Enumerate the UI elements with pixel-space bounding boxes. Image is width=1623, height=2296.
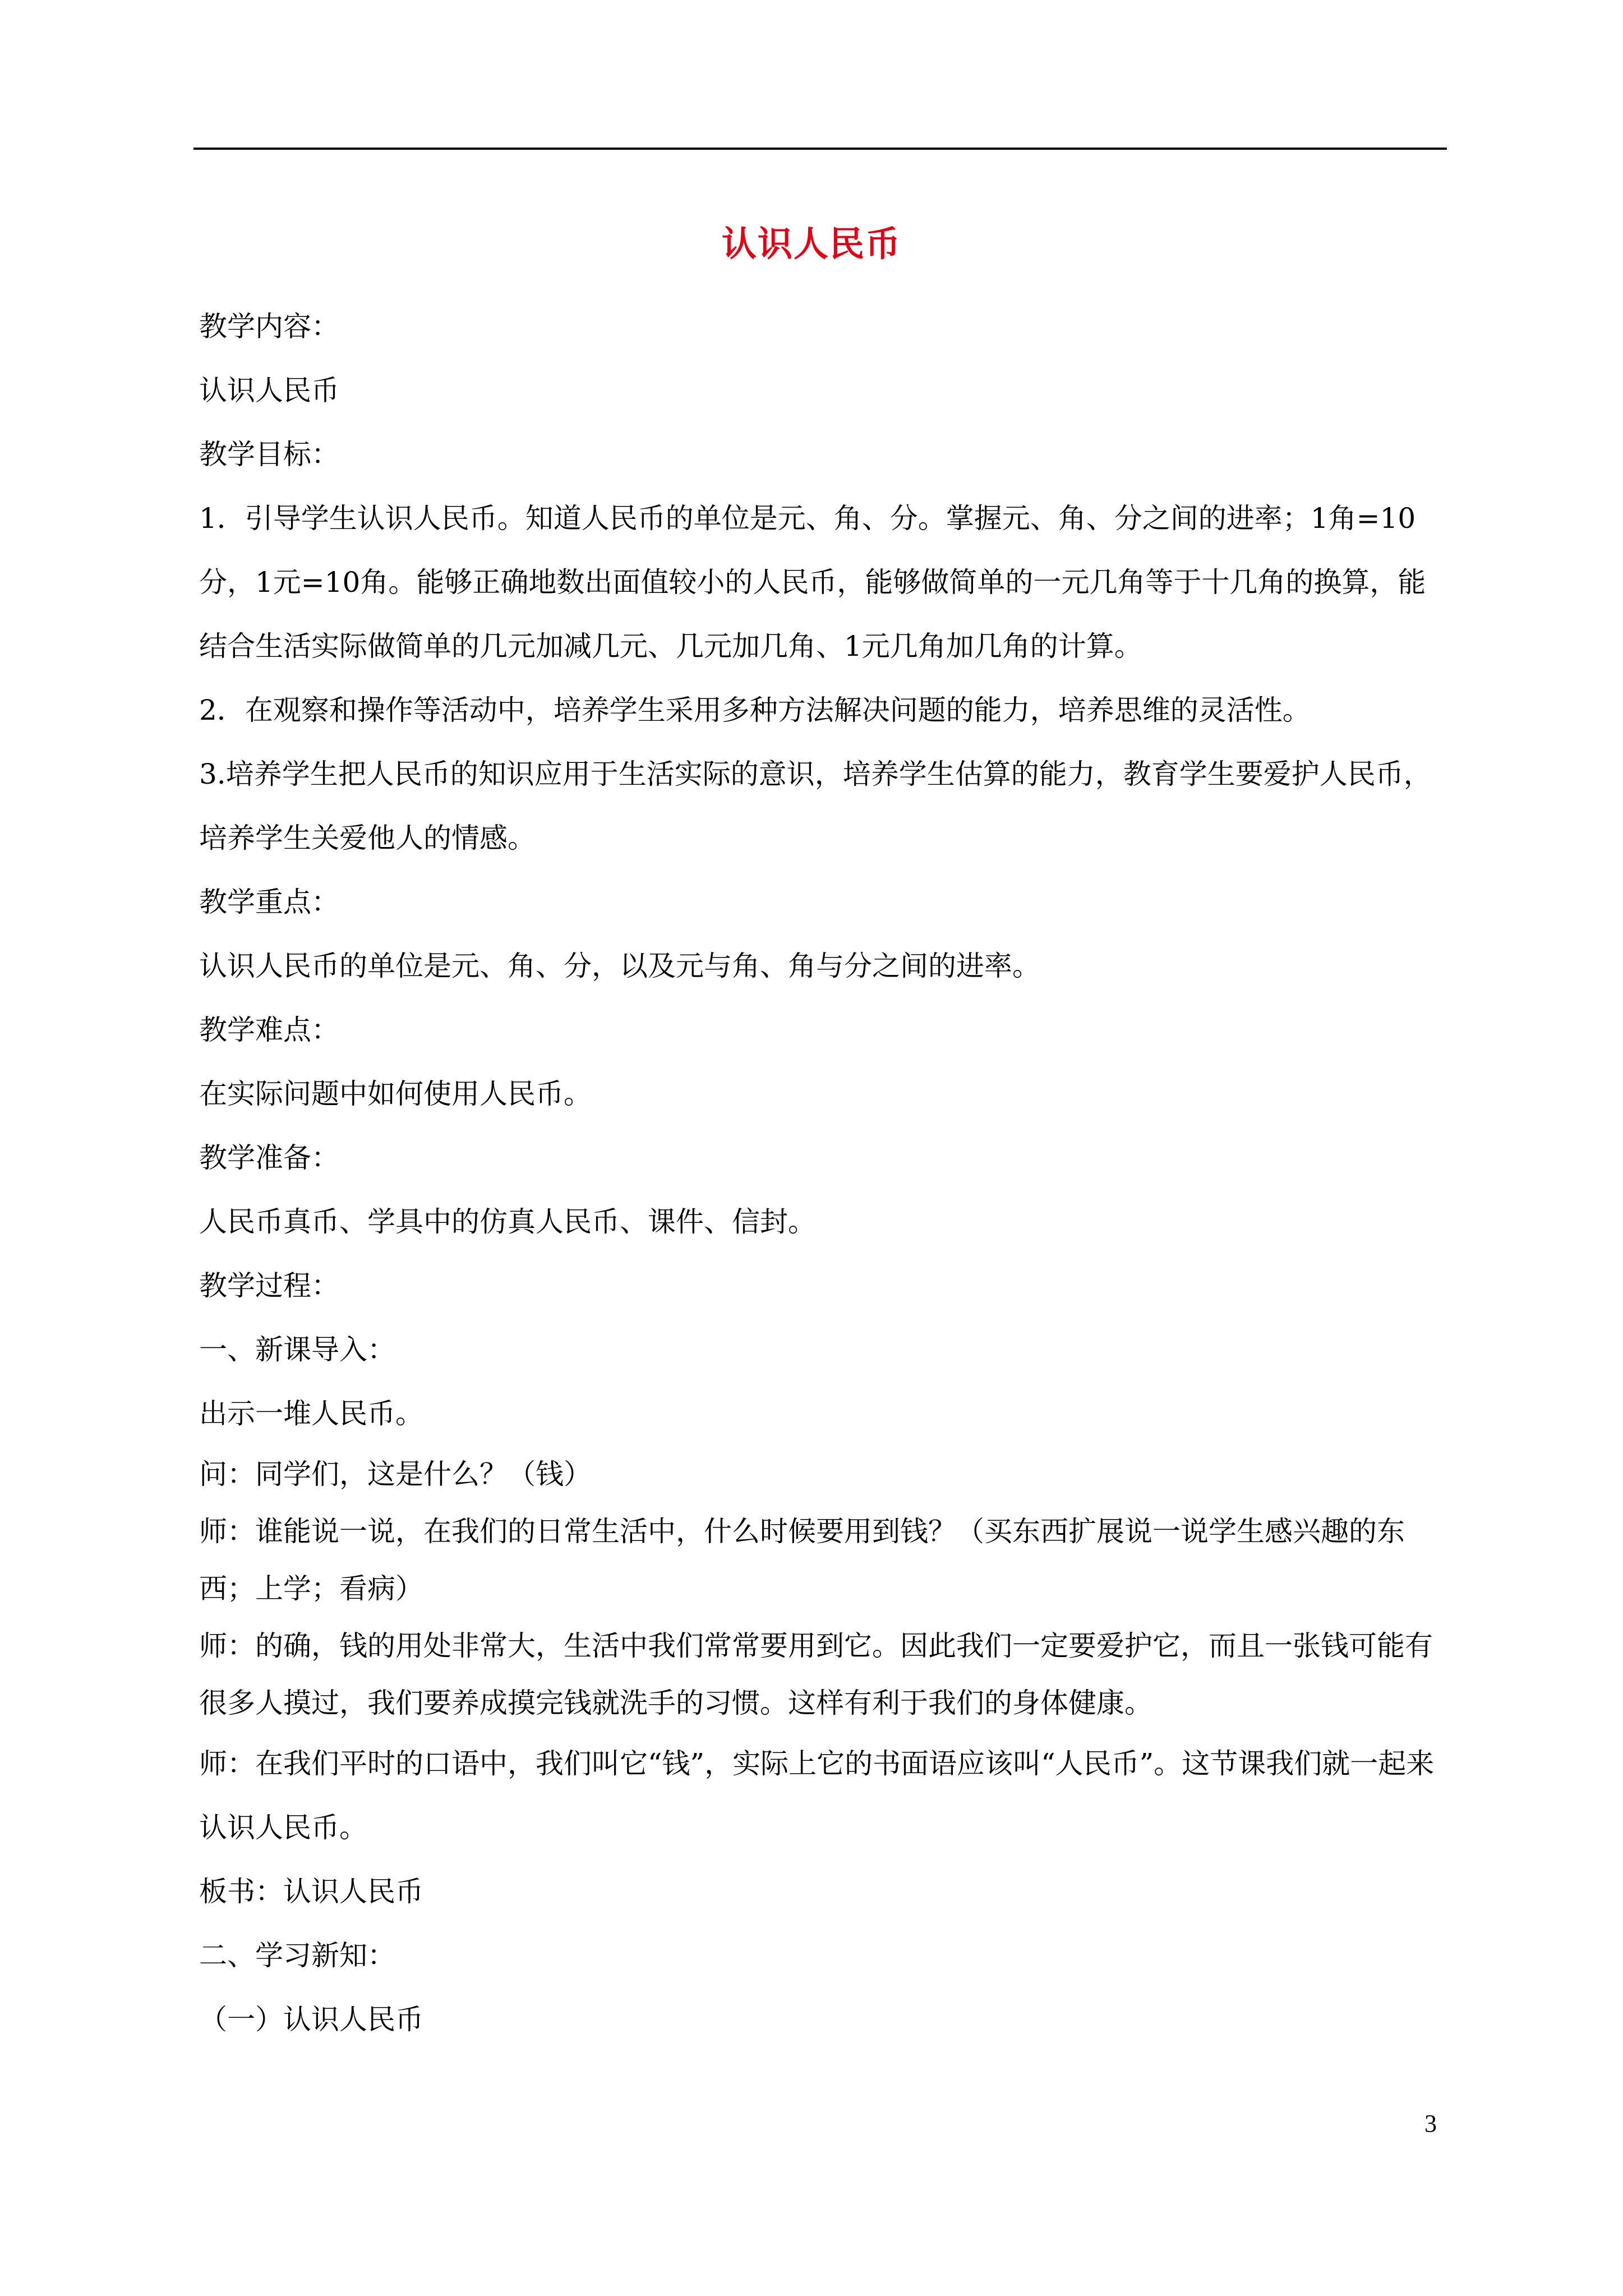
paragraph: 3.培养学生把人民币的知识应用于生活实际的意识，培养学生估算的能力，教育学生要爱护人民币，培养学生关爱他人的情感。 bbox=[199, 758, 1432, 854]
paragraph: 教学内容： bbox=[199, 310, 339, 343]
paragraph: 认识人民币 bbox=[199, 374, 339, 407]
paragraph: 教学难点： bbox=[199, 1014, 339, 1046]
paragraph: 师：谁能说一说，在我们的日常生活中，什么时候要用到钱？（买东西扩展说一说学生感兴趣的东西；上学；看病） bbox=[199, 1515, 1405, 1605]
paragraph: 教学准备： bbox=[199, 1142, 339, 1174]
paragraph: 认识人民币的单位是元、角、分，以及元与角、角与分之间的进率。 bbox=[199, 950, 1040, 982]
paragraph: 出示一堆人民币。 bbox=[199, 1397, 423, 1430]
paragraph: 教学重点： bbox=[199, 886, 339, 918]
paragraph: 2．在观察和操作等活动中，培养学生采用多种方法解决问题的能力，培养思维的灵活性。 bbox=[199, 694, 1311, 726]
paragraph: 一、新课导入： bbox=[199, 1333, 395, 1366]
document-body bbox=[199, 295, 1447, 2051]
paragraph: 1．引导学生认识人民币。知道人民币的单位是元、角、分。掌握元、角、分之间的进率；1角=10分，1元=10角。能够正确地数出面值较小的人民币，能够做简单的一元几角等于十几角的换算，能结合生活实际做简单的几元加减几元、几元加几角、1元几角加几角的计算。 bbox=[199, 502, 1426, 662]
paragraph: 人民币真币、学具中的仿真人民币、课件、信封。 bbox=[199, 1205, 816, 1238]
paragraph: 问：同学们，这是什么？（钱） bbox=[199, 1458, 592, 1490]
paragraph: 师：在我们平时的口语中，我们叫它“钱”，实际上它的书面语应该叫“人民币”。这节课我们就一起来认识人民币。 bbox=[199, 1747, 1435, 1844]
paragraph: 师：的确，钱的用处非常大，生活中我们常常要用到它。因此我们一定要爱护它，而且一张钱可能有很多人摸过，我们要养成摸完钱就洗手的习惯。这样有利于我们的身体健康。 bbox=[199, 1630, 1433, 1719]
paragraph: 教学过程： bbox=[199, 1269, 339, 1302]
paragraph: 二、学习新知： bbox=[199, 1939, 395, 1972]
paragraph: 教学目标： bbox=[199, 438, 339, 471]
header-rule bbox=[193, 148, 1447, 150]
page-title: 认识人民币 bbox=[721, 223, 901, 264]
page-number: 3 bbox=[1424, 2110, 1437, 2137]
paragraph: 板书：认识人民币 bbox=[199, 1875, 423, 1908]
paragraph: （一）认识人民币 bbox=[199, 2003, 423, 2036]
paragraph: 在实际问题中如何使用人民币。 bbox=[199, 1078, 592, 1110]
